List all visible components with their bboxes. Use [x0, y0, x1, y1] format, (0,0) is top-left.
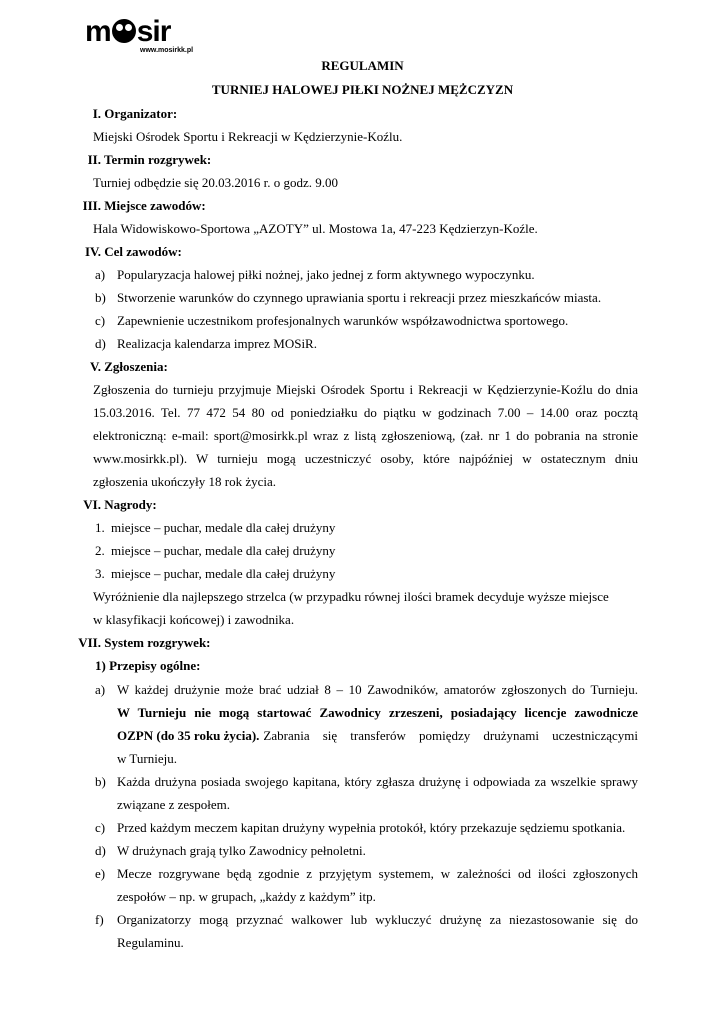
- prize-1-text: miejsce – puchar, medale dla całej drużyny: [111, 520, 336, 535]
- rule-a-line-2: W Turnieju nie mogą startować Zawodnicy zrzeszeni, posiadający licencje zawodnicze: [117, 705, 638, 720]
- section-5-heading: [75, 359, 168, 375]
- prize-2-text: miejsce – puchar, medale dla całej drużyny: [111, 543, 336, 558]
- rule-c-marker: c): [95, 820, 106, 835]
- mosir-logo: [85, 15, 200, 54]
- rule-f-marker: f): [95, 912, 104, 927]
- prize-3-text: miejsce – puchar, medale dla całej drużyny: [111, 566, 336, 581]
- goal-c-text: Zapewnienie uczestnikom profesjonalnych warunków współzawodnictwa sportowego.: [117, 313, 569, 328]
- registration-line-1: Zgłoszenia do turnieju przyjmuje Miejski Ośrodek Sportu i Rekreacji w Kędzierzynie-Koźlu do dnia: [93, 382, 638, 397]
- rule-a-line-3: [117, 728, 638, 744]
- doc-title: REGULAMIN: [321, 58, 404, 73]
- rule-a-line-1: W każdej drużynie może brać udział 8 – 10 Zawodników, amatorów zgłoszonych do Turnieju.: [117, 682, 638, 697]
- doc-subtitle: TURNIEJ HALOWEJ PIŁKI NOŻNEJ MĘŻCZYZN: [211, 82, 514, 97]
- logo-text-m: m: [85, 15, 111, 48]
- goal-b-marker: b): [95, 290, 106, 305]
- rule-b-line-2: związane z zespołem.: [117, 797, 230, 812]
- rule-b-line-1: Każda drużyna posiada swojego kapitana, który zgłasza drużynę i odpowiada za wszelkie sprawy: [117, 774, 638, 789]
- prize-note-line-2: w klasyfikacji końcowej) i zawodnika.: [93, 612, 295, 627]
- section-7-heading: [62, 635, 211, 651]
- section-5-title: Zgłoszenia:: [104, 359, 168, 374]
- section-4-number: IV.: [84, 244, 101, 259]
- registration-line-5: zgłoszenia ukończyły 18 rok życia.: [93, 474, 277, 489]
- section-1-text: Miejski Ośrodek Sportu i Rekreacji w Kędzierzynie-Koźlu.: [93, 129, 403, 144]
- rule-a-marker: a): [95, 682, 106, 697]
- prize-note-line-1: Wyróżnienie dla najlepszego strzelca (w przypadku równej ilości bramek decyduje wyższe miejsce: [93, 589, 609, 604]
- section-3-heading: [66, 198, 206, 214]
- section-6-title: Nagrody:: [104, 497, 157, 512]
- goal-a-marker: a): [95, 267, 106, 282]
- section-7-title: System rozgrywek:: [104, 635, 211, 650]
- section-7-number: VII.: [78, 635, 101, 650]
- rule-d-text: W drużynach grają tylko Zawodnicy pełnoletni.: [117, 843, 366, 858]
- registration-line-2: 15.03.2016. Tel. 77 472 54 80 od poniedziałku do piątku w godzinach 7.00 – 14.00 oraz pocztą: [93, 405, 638, 420]
- rule-d-marker: d): [95, 843, 106, 858]
- section-4-heading: [66, 244, 182, 260]
- section-1-number: I.: [92, 106, 101, 121]
- registration-line-3: elektroniczną: e-mail: sport@mosirkk.pl wraz z listą zgłoszeniową, (zał. nr 1 do pobrania na stronie: [93, 428, 638, 443]
- section-1-title: Organizator:: [104, 106, 178, 121]
- rule-a-regular-segment: Zabrania się transferów pomiędzy drużynami uczestniczącymi: [263, 728, 638, 743]
- rule-b-marker: b): [95, 774, 106, 789]
- prize-2-marker: 2.: [95, 543, 105, 558]
- section-2-number: II.: [87, 152, 101, 167]
- section-1-heading: [78, 106, 177, 122]
- section-2-title: Termin rozgrywek:: [104, 152, 212, 167]
- section-2-text: Turniej odbędzie się 20.03.2016 r. o godz. 9.00: [93, 175, 339, 190]
- rule-e-marker: e): [95, 866, 106, 881]
- logo-wordmark: [85, 16, 170, 48]
- registration-line-4: www.mosirkk.pl). W turnieju mogą uczestniczyć osoby, które najpóźniej w ostatecznym dniu: [93, 451, 638, 466]
- goal-d-text: Realizacja kalendarza imprez MOSiR.: [117, 336, 317, 351]
- goal-c-marker: c): [95, 313, 106, 328]
- section-4-title: Cel zawodów:: [104, 244, 182, 259]
- rule-f-line-2: Regulaminu.: [117, 935, 184, 950]
- logo-ball-icon: [112, 19, 136, 43]
- logo-url: www.mosirkk.pl: [140, 47, 194, 54]
- goal-b-text: Stworzenie warunków do czynnego uprawiania sportu i rekreacji przez mieszkańców miasta.: [117, 290, 602, 305]
- section-3-title: Miejsce zawodów:: [104, 198, 206, 213]
- goal-a-text: Popularyzacja halowej piłki nożnej, jako jednej z form aktywnego wypoczynku.: [117, 267, 535, 282]
- rule-e-line-1: Mecze rozgrywane będą zgodnie z przyjętym systemem, w zależności od ilości zgłoszonych: [117, 866, 638, 881]
- section-3-number: III.: [82, 198, 101, 213]
- section-2-heading: [70, 152, 211, 168]
- prize-3-marker: 3.: [95, 566, 105, 581]
- rule-e-line-2: zespołów – np. w grupach, „każdy z każdym” itp.: [117, 889, 376, 904]
- logo-text-sir: sir: [136, 15, 171, 48]
- rule-f-line-1: Organizatorzy mogą przyznać walkower lub wykluczyć drużynę za niezastosowanie się do: [117, 912, 638, 927]
- section-5-number: V.: [90, 359, 101, 374]
- general-rules-heading: 1) Przepisy ogólne:: [95, 658, 201, 673]
- rule-c-text: Przed każdym meczem kapitan drużyny wypełnia protokół, który przekazuje sędziemu spotkania.: [117, 820, 626, 835]
- rule-a-line-4: w Turnieju.: [117, 751, 177, 766]
- prize-1-marker: 1.: [95, 520, 105, 535]
- goal-d-marker: d): [95, 336, 106, 351]
- section-6-number: VI.: [83, 497, 101, 512]
- section-6-heading: [66, 497, 157, 513]
- section-3-text: Hala Widowiskowo-Sportowa „AZOTY” ul. Mostowa 1a, 47-223 Kędzierzyn-Koźle.: [93, 221, 538, 236]
- rule-a-bold-segment: OZPN (do 35 roku życia).: [117, 728, 260, 743]
